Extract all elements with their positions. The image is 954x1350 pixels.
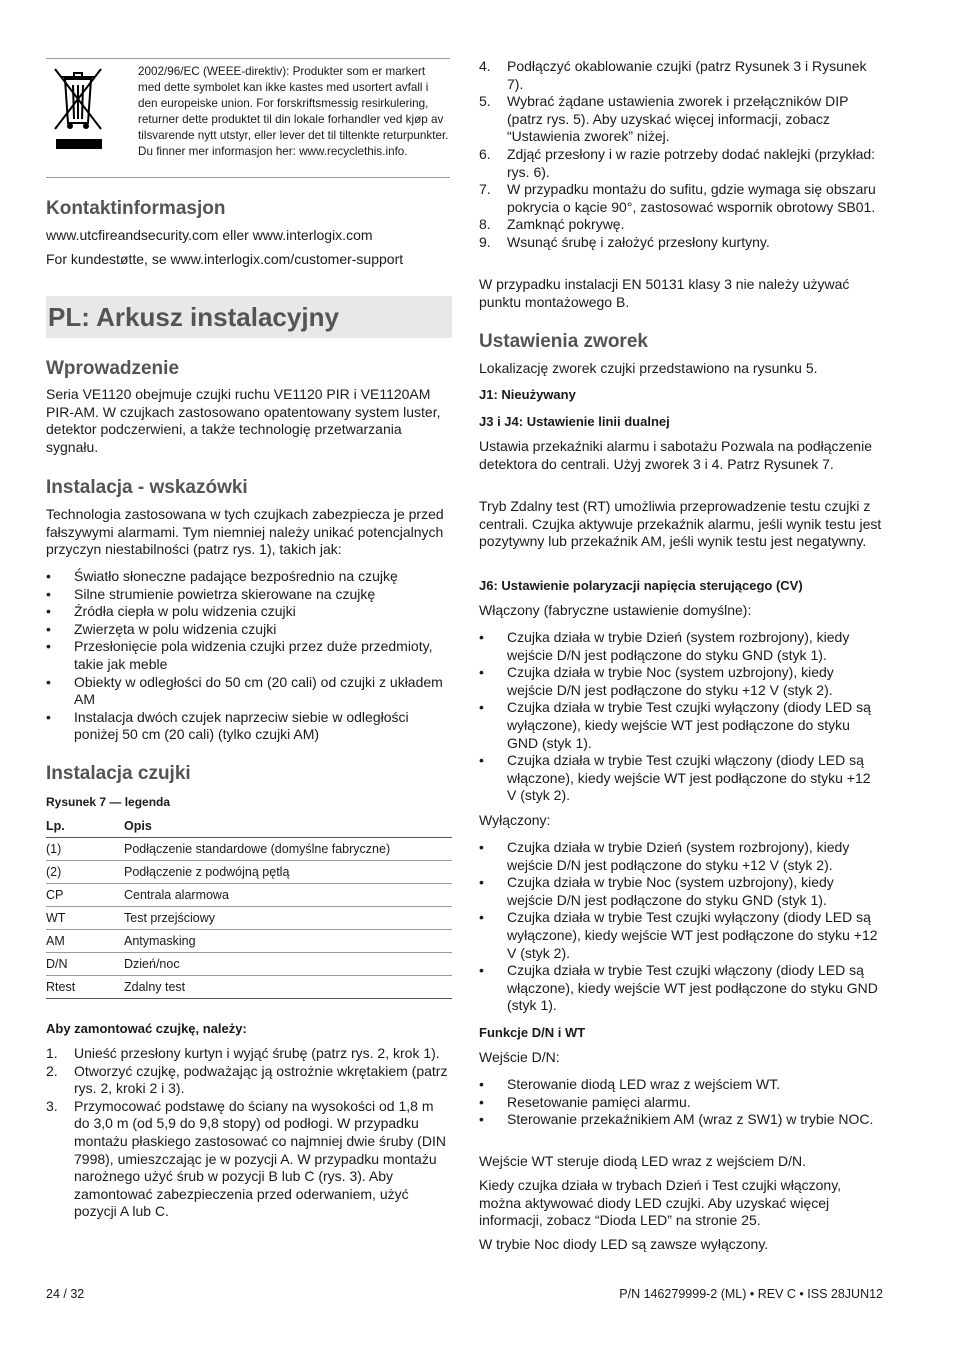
table-cell: CP xyxy=(46,884,124,907)
steps-title: Aby zamontować czujkę, należy: xyxy=(46,1021,247,1036)
table-cell: Test przejściowy xyxy=(124,907,452,930)
list-item: • Instalacja dwóch czujek naprzeciw siebie w odległości poniżej 50 cm (20 cali) (tylko czujki AM) xyxy=(46,709,452,744)
table-row xyxy=(46,861,452,884)
table-cell: Podłączenie standardowe (domyślne fabryczne) xyxy=(124,838,452,861)
list-item: • Obiekty w odległości do 50 cm (20 cali) od czujki z układem AM xyxy=(46,674,452,709)
table-row xyxy=(46,907,452,930)
list-item: • Czujka działa w trybie Noc (system uzbrojony), kiedy wejście D/N jest podłączone do styku +12 V (styk 2). xyxy=(479,664,883,699)
step-text: Podłączyć okablowanie czujki (patrz Rysunek 3 i Rysunek 7). xyxy=(507,58,867,92)
list-item: • Sterowanie przekaźnikiem AM (wraz z SW1) w trybie NOC. xyxy=(479,1111,883,1129)
list-item: • Czujka działa w trybie Test czujki wyłączony (diody LED są wyłączone), kiedy wejście WT jest podłączone do styku GND (styk 1). xyxy=(479,699,883,752)
step-text: Zdjąć przesłony i w razie potrzeby dodać naklejki (przykład: rys. 6). xyxy=(507,145,876,180)
list-item: • Silne strumienie powietrza skierowane na czujkę xyxy=(46,586,452,604)
table-cell: Centrala alarmowa xyxy=(124,884,452,907)
table-cell: WT xyxy=(46,907,124,930)
list-item: • Sterowanie diodą LED wraz z wejściem WT. xyxy=(479,1076,883,1094)
j1-heading: J1: Nieużywany xyxy=(479,387,576,402)
instalacja-heading: Instalacja czujki xyxy=(46,763,191,784)
steps-list-right xyxy=(479,58,883,252)
table-cell: D/N xyxy=(46,953,124,976)
table-cell: (2) xyxy=(46,861,124,884)
kontakt-heading: Kontaktinformasjon xyxy=(46,198,226,219)
table-cell: Zdalny test xyxy=(124,976,452,999)
on-list xyxy=(479,629,883,805)
list-item: • Czujka działa w trybie Test czujki włączony (diody LED są włączone), kiedy wejście WT jest podłączone do styku GND (styk 1). xyxy=(479,962,883,1015)
table-row xyxy=(46,838,452,861)
legend-caption: Rysunek 7 — legenda xyxy=(46,795,171,809)
list-item xyxy=(479,58,883,93)
kontakt-line-1: www.utcfireandsecurity.com eller www.interlogix.com xyxy=(46,227,373,243)
night-text: W trybie Noc diody LED są zawsze wyłączony. xyxy=(479,1236,769,1252)
step-number: 6. xyxy=(479,145,491,162)
off-label: Wyłączony: xyxy=(479,812,551,828)
table-row xyxy=(46,953,452,976)
page-number: 24 / 32 xyxy=(46,1287,85,1301)
banner-title: PL: Arkusz instalacyjny xyxy=(48,302,339,332)
wprowadzenie-heading: Wprowadzenie xyxy=(46,358,180,379)
step-text: W przypadku montażu do sufitu, gdzie wymaga się obszaru pokrycia o kącie 90°, zastosować wspornik obrotowy SB01. xyxy=(507,181,876,215)
list-item xyxy=(479,93,883,146)
list-item: • Źródła ciepła w polu widzenia czujki xyxy=(46,603,452,621)
kontakt-line-2: For kundestøtte, se www.interlogix.com/customer-support xyxy=(46,251,404,267)
table-cell: Dzień/noc xyxy=(124,953,452,976)
steps-list-left xyxy=(46,1045,452,1221)
dn-list xyxy=(479,1076,883,1129)
led-text: Kiedy czujka działa w trybach Dzień i Test czujki włączony, można aktywować diody LED czujki. Aby uzyskać więcej informacji, zobacz “Dioda LED” na stronie 25. xyxy=(479,1177,842,1229)
dn-label: Wejście D/N: xyxy=(479,1049,560,1065)
zworki-heading: Ustawienia zworek xyxy=(479,331,648,352)
list-item xyxy=(479,181,883,216)
rt-text: Tryb Zdalny test (RT) umożliwia przeprowadzenie testu czujki z centrali. Czujka aktywuje przekaźnik alarmu, jeśli wynik testu jest pozytywny lub przekaźnik AM, jeśli wynik testu jest negatywny. xyxy=(479,498,882,550)
on-label: Włączony (fabryczne ustawienie domyślne): xyxy=(479,602,752,618)
off-list xyxy=(479,839,883,1015)
j6-heading: J6: Ustawienie polaryzacji napięcia sterującego (CV) xyxy=(479,578,803,593)
j3j4-text: Ustawia przekaźniki alarmu i sabotażu Pozwala na podłączenie detektora do centrali. Użyj zworek 3 i 4. Patrz Rysunek 7. xyxy=(479,438,872,472)
dn-heading: Funkcje D/N i WT xyxy=(479,1025,586,1040)
table-row xyxy=(46,884,452,907)
step-text: Wybrać żądane ustawienia zworek i przełączników DIP (patrz rys. 5). Aby uzyskać więcej informacji, zobacz “Ustawienia zworek” niżej. xyxy=(507,93,849,145)
section-banner xyxy=(46,296,452,338)
list-item xyxy=(46,1063,452,1098)
step-number: 5. xyxy=(479,93,491,110)
part-number: P/N 146279999-2 (ML) • REV C • ISS 28JUN12 xyxy=(619,1287,883,1301)
step-number: 7. xyxy=(479,181,491,198)
list-item xyxy=(479,146,883,181)
list-item: • Przesłonięcie pola widzenia czujki przez duże przedmioty, takie jak meble xyxy=(46,638,452,673)
list-item: • Zwierzęta w polu widzenia czujki xyxy=(46,621,452,639)
step-number: 2. xyxy=(46,1062,58,1079)
step-number: 4. xyxy=(479,58,491,74)
list-item: • Czujka działa w trybie Dzień (system rozbrojony), kiedy wejście D/N jest podłączone do styku GND (styk 1). xyxy=(479,629,883,664)
list-item: • Czujka działa w trybie Dzień (system rozbrojony), kiedy wejście D/N jest podłączone do styku +12 V (styk 2). xyxy=(479,839,883,874)
step-text: Przymocować podstawę do ściany na wysokości od 1,8 m do 3,0 m (od 5,9 do 9,8 stopy) od podłogi. W przypadku montażu płaskiego zastosować co najmniej dwie śruby (DIN 7998), umieszczając je w pozycji A. W przypadku montażu narożnego użyć śrub w pozycji B lub C (rys. 3). Aby zamontować zabezpieczenia przed oderwaniem, użyć pozycji A lub C. xyxy=(74,1097,446,1220)
table-header: Opis xyxy=(124,815,452,838)
table-cell: Antymasking xyxy=(124,930,452,953)
en50131-note: W przypadku instalacji EN 50131 klasy 3 nie należy używać punktu montażowego B. xyxy=(479,276,850,310)
list-item: • Czujka działa w trybie Test czujki wyłączony (diody LED są wyłączone), kiedy wejście WT jest podłączone do styku +12 V (styk 2). xyxy=(479,909,883,962)
step-number: 3. xyxy=(46,1097,58,1114)
weee-text: 2002/96/EC (WEEE-direktiv): Produkter som er markert med dette symbolet kan ikke kastes med usortert avfall i den europeiske union. For forskriftsmessig resirkulering, returner dette produktet til din lokale forhandler ved kjøp av tilsvarende nytt utstyr, eller lever det til tiltenkte returpunkter. Du finner mer informasjon her: www.recyclethis.info. xyxy=(138,65,449,158)
weee-bin-icon xyxy=(51,65,105,149)
step-text: Otworzyć czujkę, podważając ją ostrożnie wkrętakiem (patrz rys. 2, kroki 2 i 3). xyxy=(74,1062,448,1097)
wskazowki-list xyxy=(46,568,452,744)
step-number: 8. xyxy=(479,216,491,233)
table-cell: (1) xyxy=(46,838,124,861)
j3j4-heading: J3 i J4: Ustawienie linii dualnej xyxy=(479,414,670,429)
list-item xyxy=(479,234,883,252)
wprowadzenie-text: Seria VE1120 obejmuje czujki ruchu VE1120 PIR i VE1120AM PIR-AM. W czujkach zastosowano opatentowany system luster, detektor podczerwieni, a także technologię przetwarzania sygnału. xyxy=(46,386,441,455)
list-item: • Czujka działa w trybie Test czujki włączony (diody LED są włączone), kiedy wejście WT jest podłączone do styku +12 V (styk 2). xyxy=(479,752,883,805)
table-cell: Rtest xyxy=(46,976,124,999)
table-cell: AM xyxy=(46,930,124,953)
table-header: Lp. xyxy=(46,815,124,838)
list-item: • Światło słoneczne padające bezpośrednio na czujkę xyxy=(46,568,452,586)
list-item xyxy=(46,1098,452,1221)
step-number: 9. xyxy=(479,233,491,250)
wskazowki-text: Technologia zastosowana w tych czujkach zabezpiecza je przed fałszywymi alarmami. Tym niemniej należy unikać potencjalnych przyczyn niestabilności (patrz rys. 1), takich jak: xyxy=(46,506,444,558)
table-header-row xyxy=(46,815,452,838)
table-row xyxy=(46,976,452,999)
table-cell: Podłączenie z podwójną pętlą xyxy=(124,861,452,884)
wt-text: Wejście WT steruje diodą LED wraz z wejściem D/N. xyxy=(479,1153,807,1169)
step-text: Zamknąć pokrywę. xyxy=(507,216,625,233)
step-text: Wsunąć śrubę i założyć przesłony kurtyny. xyxy=(507,233,770,250)
list-item: • Resetowanie pamięci alarmu. xyxy=(479,1094,883,1112)
step-text: Unieść przesłony kurtyn i wyjąć śrubę (patrz rys. 2, krok 1). xyxy=(74,1045,440,1061)
list-item: • Czujka działa w trybie Noc (system uzbrojony), kiedy wejście D/N jest podłączone do styku GND (styk 1). xyxy=(479,874,883,909)
step-number: 1. xyxy=(46,1045,58,1061)
wskazowki-heading: Instalacja - wskazówki xyxy=(46,477,248,498)
legend-table xyxy=(46,815,452,999)
weee-notice xyxy=(46,58,450,178)
list-item xyxy=(46,1045,452,1063)
zworki-intro: Lokalizację zworek czujki przedstawiono na rysunku 5. xyxy=(479,360,818,376)
list-item xyxy=(479,216,883,234)
table-row xyxy=(46,930,452,953)
